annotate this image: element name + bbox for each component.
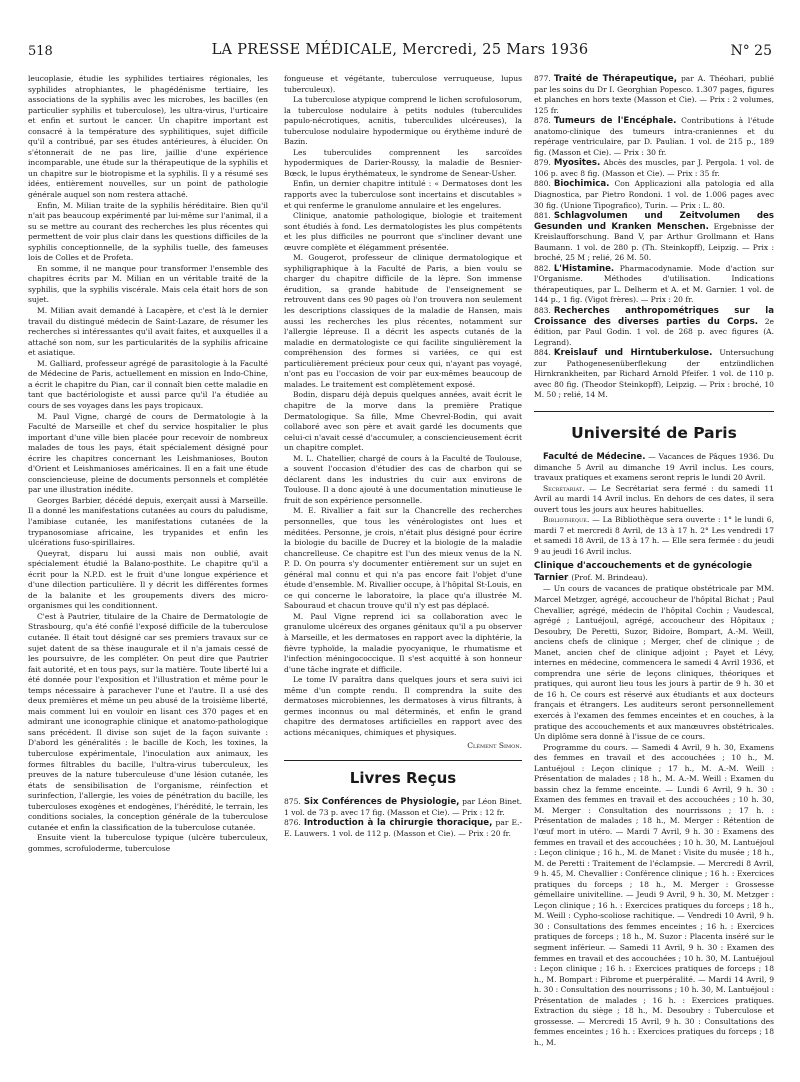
- livres-recus-heading: Livres Reçus: [349, 769, 457, 787]
- paragraph: Les tuberculides comprennent les sarcoïdes hypodermiques de Darier-Roussy, la maladie de Besnier-Bœck, le lupus érythémateux, le syndrome de Senear-Usher.: [284, 147, 522, 178]
- paragraph: — Un cours de vacances de pratique obstétricale par MM. Marcel Metzger, agrégé, accoucheur de l'hôpital Bichat ; Paul Chevallier, agrégé, médecin de l'hôpital Cochin ; Vaudescal, agrégé ; Lantuéjoul, agrégé, accoucheur des Hôpitaux ; Desoubry, De Peretti, Suzor, Bidoire, Bompart, A.-M. Weill, anciens chefs de clinique ; Merger, chef de clinique ; de Manet, ancien chef de clinique adjoint ; Payet et Lévy, internes en médecine, commencera le samedi 4 Avril 1936, et comprendra une série de leçons cliniques, théoriques et pratiques, qui auront lieu tous les jours à partir de 9 h. 30 et de 16 h. Ce cours est réservé aux étudiants et aux docteurs français et étrangers. Les auditeurs seront personnellement exercés à l'examen des femmes enceintes et en couches, à la pratique des accouchements et aux manœuvres obstétricales. Un diplôme sera donné à l'issue de ce cours.: [534, 584, 774, 742]
- paragraph: En somme, il ne manque pour transformer l'ensemble des chapitres écrits par M. Milian en un véritable traité de la syphilis, que la syphilis viscérale. Mais cela était hors de son sujet.: [28, 263, 268, 305]
- book-entry: 880. Biochimica. Con Applicazioni alla patologia ed alla Diagnostica, par Pietro Rondoni. 1 vol. de 1.006 pages avec 30 fig. (Unione Tipografico), Turin. — Prix : L. 80.: [534, 179, 774, 210]
- paragraph: Bodin, disparu déjà depuis quelques années, avait écrit le chapitre de la morve dans la première Pratique Dermatologique. Sa fille, Mme Chevrel-Bodin, qui avait collaboré avec son père et avait gardé les documents que celui-ci n'avait cessé d'accumuler, a consciencieusement écrit un chapitre complet.: [284, 390, 522, 453]
- paragraph: Bibliothèque. — La Bibliothèque sera ouverte : 1° le lundi 6, mardi 7 et mercredi 8 Avril, de 13 à 17 h. 2° Les vendredi 17 et samedi 18 Avril, de 13 à 17 h. — Elle sera fermée : du jeudi 9 au jeudi 16 Avril inclus.: [534, 515, 774, 556]
- paragraph: C'est à Pautrier, titulaire de la Chaire de Dermatologie de Strasbourg, qu'a été confié l'exposé difficile de la tuberculose cutanée. Il était tout désigné car ses premiers travaux sur ce sujet datent de sa thèse inaugurale et il n'a jamais cessé de les poursuivre, de les compléter. On peut dire que Pautrier fait autorité, et en tous pays, sur la matière. Toute liberté lui a été donnée pour l'exposition et l'illustration et même pour le temps nécessaire à parachever l'une et l'autre. Il a usé des deux premières et même un peu abusé de la troisième liberté, mais comment lui en vouloir en lisant ces 370 pages et en admirant une iconographie clinique et anatomo-pathologique sans précédent. Il divise son sujet de la façon suivante : D'abord les généralités : le bacille de Koch, les toxines, la tuberculose expérimentale, l'inoculation aux animaux, les formes filtrables du bacille, l'ultra-virus tuberculeux, les preuves de la nature tuberculeuse d'une lésion cutanée, les états de sensibilisation de l'organisme, réinfection et surinfection, l'allergie, les voies de pénétration du bacille, les tuberculoses exogènes et endogènes, l'hérédité, le terrain, les conditions sociales, la conception générale de la tuberculose cutanée et enfin la classification de la tuberculose cutanée.: [28, 611, 268, 832]
- book-entry: 876. Introduction à la chirurgie thoracique, par E.-E. Lauwers. 1 vol. de 112 p. (Masson et Cie). — Prix : 20 fr.: [284, 818, 522, 838]
- column-2: [284, 74, 522, 1064]
- paragraph: Programme du cours. — Samedi 4 Avril, 9 h. 30, Examens des femmes en travail et des accouchées ; 10 h., M. Lantuéjoul : Leçon clinique ; 17 h., M. A.-M. Weill : Présentation de malades ; 18 h., M. A.-M. Weill : Examen du bassin chez la femme enceinte. — Lundi 6 Avril, 9 h. 30 : Examen des femmes en travail et des accouchées ; 10 h. 30, M. Merger : Consultation des nourrissons ; 17 h. : Présentation de malades ; 18 h., M. Merger : Rétention de l'œuf mort in utéro. — Mardi 7 Avril, 9 h. 30 : Examens des femmes en travail et des accouchées ; 10 h. 30, M. Lantuéjoul : Leçon clinique ; 16 h., M. de Manet : Visite du musée ; 18 h., M. de Peretti : Traitement de l'éclampsie. — Mercredi 8 Avril, 9 h. 45, M. Chevallier : Conférence clinique ; 16 h. : Exercices pratiques du forceps ; 18 h., M. Merger : Grossesse gémellaire univitelline. — Jeudi 9 Avril, 9 h. 30, M. Metzger : Leçon clinique ; 16 h. : Exercices pratiques du forceps ; 18 h., M. Weill : Cypho-scoliose rachitique. — Vendredi 10 Avril, 9 h. 30 : Consultations des femmes enceintes ; 16 h. : Exercices pratiques de forceps ; 18 h., M. Suzor : Placenta inséré sur le segment inférieur. — Samedi 11 Avril, 9 h. 30 : Examen des femmes en travail et des accouchées ; 10 h. 30, M. Lantuéjoul : Leçon clinique ; 16 h. : Exercices pratiques de forceps ; 18 h., M. Bompart : Fibrome et puerpéralité. — Mardi 14 Avril, 9 h. 30 : Consultation des nourrissons ; 10 h. 30, M. Lantuéjoul : Présentation de malades ; 16 h. : Exercices pratiques. Extraction du siège ; 18 h., M. Desoubry : Tuberculose et grossesse. — Mercredi 15 Avril, 9 h. 30 : Consultations des femmes enceintes ; 16 h. : Exercices pratiques du forceps ; 18 h., M.: [534, 742, 774, 1047]
- paragraph: fongueuse et végétante, tuberculose verruqueuse, lupus tuberculeux).: [284, 74, 522, 94]
- paragraph: Georges Barbier, décédé depuis, exerçait aussi à Marseille. Il a donné les manifestations cutanées au cours du paludisme, l'amibiase cutanée, les manifestations cutanées de la trypanosomiase africaine, les trypanides et enfin les ulcérations fuso-spirillaires.: [28, 495, 268, 548]
- paragraph: M. Gougerot, professeur de clinique dermatologique et syphiligraphique à la Faculté de Paris, a bien voulu se charger du chapitre difficile de la lèpre. Son immense érudition, sa grande habitude de l'enseignement se retrouvent dans ces 90 pages où l'on trouvera non seulement les descriptions classiques de la maladie de Hansen, mais aussi les recherches les plus récentes, notamment sur l'allergie lépreuse. Il a décrit les aspects cutanés de la maladie en dermatologiste ce qui facilite singulièrement la compréhension des formes si variées, ce qui est particulièrement précieux pour ceux qui, n'ayant pas voyagé, n'ont pas eu l'occasion de voir par eux-mêmes beaucoup de malades. Le traitement est complètement exposé.: [284, 253, 522, 389]
- publication-title: LA PRESSE MÉDICALE, Mercredi, 25 Mars 1936: [211, 42, 589, 58]
- paragraph: Queyrat, disparu lui aussi mais non oublié, avait spécialement étudié la Balano-posthite. Le chapitre qu'il a écrit pour la N.P.D. est le fruit d'une longue expérience et d'une dilection particulière. Il y décrit les différentes formes de la balanite et les groupements divers des micro-organismes qui les conditionnent.: [28, 548, 268, 611]
- paragraph: M. L. Chatellier, chargé de cours à la Faculté de Toulouse, a souvent l'occasion d'étudier des cas de charbon qui se déclarent dans les industries du cuir aux environs de Toulouse. Il a donc ajouté à une documentation minutieuse le fruit de son expérience personnelle.: [284, 453, 522, 505]
- paragraph: La tuberculose atypique comprend le lichen scrofulosorum, la tuberculose nodulaire à petits nodules (tuberculides papulo-nécrotiques, acnitis, tuberculides ulcéreuses), la tuberculose nodulaire hypodermique ou érythème induré de Bazin.: [284, 95, 522, 147]
- book-entry: 884. Kreislauf und Hirntuberkulose. Untersuchung zur Pathogenesenüberflekung der entzündlichen Hirnkrankheiten, par Richard Arnold Pfeifer. 1 vol. de 110 p. avec 80 fig. (Theodor Steinkopff), Leipzig. — Prix : broché, 10 M. 50 ; relié, 14 M.: [534, 348, 774, 400]
- issue-number: N° 25: [730, 43, 772, 59]
- section-divider: [534, 411, 774, 412]
- book-entry: 883. Recherches anthropométriques sur la Croissance des diverses parties du Corps. 2e édition, par Paul Godin. 1 vol. de 268 p. avec figures (A. Legrand).: [534, 306, 774, 347]
- book-entry: 881. Schlagvolumen und Zeitvolumen des Gesunden und Kranken Menschen. Ergebnisse der Kreislaufforschung. Band V, par Arthur Grollmann et Hans Baumann. 1 vol. de 280 p. (Th. Steinkopff), Leipzig. — Prix : broché, 25 M ; relié, 26 M. 50.: [534, 211, 774, 263]
- paragraph: M. Paul Vigne, chargé de cours de Dermatologie à la Faculté de Marseille et chef du service hospitalier le plus important d'une ville bien placée pour recevoir de nombreux malades de tous les pays, était spécialement désigné pour écrire les chapitres concernant les Leishmanioses, Bouton d'Orient et Leishmanioses américaines. Il en a fait une étude consciencieuse, pleine de documents personnels et complétée par une illustration inédite.: [28, 411, 268, 495]
- paragraph: Ensuite vient la tuberculose typique (ulcère tuberculeux, gommes, scrofuloderme, tuberculose: [28, 833, 268, 853]
- article-signature: Clément Simon.: [467, 741, 522, 751]
- paragraph: Enfin, M. Milian traite de la syphilis héréditaire. Bien qu'il n'ait pas beaucoup expérimenté par lui-même sur l'animal, il a su se mettre au courant des recherches les plus récentes qui permettent de voir plus clair dans les questions difficiles de la syphilis conceptionnelle, de la syphilis tuelle, des fameuses lois de Colles et de Profeta.: [28, 200, 268, 263]
- column-3: [534, 74, 774, 1064]
- paragraph: Le tome IV paraîtra dans quelques jours et sera suivi ici même d'un compte rendu. Il comprendra la suite des dermatoses microbiennes, les dermatoses à virus filtrants, à germes inconnus ou mal déterminés, et enfin le grand chapitre des dermatoses artificielles en rapport avec des actions mécaniques, chimiques et physiques.: [284, 675, 522, 737]
- universite-heading: Université de Paris: [571, 423, 737, 442]
- book-entry: 879. Myosites. Abcès des muscles, par J. Pergola. 1 vol. de 106 p. avec 8 fig. (Masson et Cie). — Prix : 35 fr.: [534, 158, 774, 178]
- column-1: [28, 74, 268, 1064]
- paragraph: leucoplasie, étudie les syphilides tertiaires régionales, les syphilides atrophiantes, le phagédénisme tertiaire, les associations de la syphilis avec les microbes, les bacilles (en particulier syphilis et tuberculose), les ultra-virus, l'urticaire et enfin et surtout le cancer. Un chapitre important est consacré à la température des syphilitiques, sujet difficile qu'il a contribué, par ses études antérieures, à élucider. On s'étonnerait de ne pas lire, jaillie d'une expérience incomparable, une étude sur la thérapeutique de la syphilis et un chapitre sur le biotropisme et la syphilis. Il y a résumé ses idées, entièrement nouvelles, sur un point de pathologie générale auquel son nom restera attaché.: [28, 74, 268, 200]
- paragraph: M. Galliard, professeur agrégé de parasitologie à la Faculté de Médecine de Paris, actuellement en mission en Indo-Chine, a écrit le chapitre du Pian, car il connaît bien cette maladie en tant que bactériologiste et aussi parce qu'il l'a étudiée au cours de ses voyages dans les pays tropicaux.: [28, 358, 268, 410]
- paragraph: M. Paul Vigne reprend ici sa collaboration avec le granulome ulcéreux des organes génitaux qu'il a pu observer à Marseille, et les dermatoses en rapport avec la diphtérie, la fièvre typhoïde, la maladie pyocyanique, le rhumatisme et l'infection méningococcique. Il s'est acquitté à son honneur d'une tâche ingrate et difficile.: [284, 611, 522, 674]
- paragraph: M. E. Rivallier a fait sur la Chancrelle des recherches personnelles, que tous les vénérologistes ont lues et méditées. Personne, je crois, n'était plus désigné pour écrire la biologie du bacille de Ducrey et la biologie de la maladie chancrelleuse. Ce chapitre est l'un des mieux venus de la N. P. D. On pourra s'y documenter entièrement sur un sujet en général mal connu et qui n'a pas encore fait l'objet d'une étude d'ensemble. M. Rivallier occupe, à l'hôpital St-Louis, en ce qui concerne le laboratoire, la place qu'a illustrée M. Sabouraud et chacun trouve qu'il n'y est pas déplacé.: [284, 506, 522, 611]
- paragraph: Enfin, un dernier chapitre intitulé : « Dermatoses dont les rapports avec la tuberculose sont incertains et discutables » et qui renferme le granulome annulaire et les engelures.: [284, 179, 522, 210]
- page-header: [28, 40, 772, 66]
- book-entry: 877. Traité de Thérapeutique, par A. Théohari, publié par les soins du Dr I. Georghian Popesco. 1.307 pages, figures et planches en hors texte (Masson et Cie). — Prix : 2 volumes, 125 fr.: [534, 74, 774, 115]
- book-entry: 882. L'Histamine. Pharmacodynamie. Mode d'action sur l'Organisme. Méthodes d'utilisation. Indications thérapeutiques, par L. Delherm et A. et M. Garnier. 1 vol. de 144 p., 1 fig. (Vigot frères). — Prix : 20 fr.: [534, 263, 774, 305]
- section-divider: [284, 760, 522, 761]
- paragraph: Clinique, anatomie pathologique, biologie et traitement sont étudiés à fond. Les dermatologistes les plus compétents et les plus difficiles ne pourront que s'incliner devant une œuvre complète et élégamment présentée.: [284, 211, 522, 252]
- paragraph: Faculté de Médecine. — Vacances de Pâques 1936. Du dimanche 5 Avril au dimanche 19 Avril inclus. Les cours, travaux pratiques et examens seront repris le lundi 20 Avril.: [534, 451, 774, 483]
- book-entry: 875. Six Conférences de Physiologie, par Léon Binet. 1 vol. de 73 p. avec 17 fig. (Masson et Cie). — Prix : 12 fr.: [284, 797, 522, 817]
- paragraph: Secrétariat. — Le Secrétariat sera fermé : du samedi 11 Avril au mardi 14 Avril inclus. En dehors de ces dates, il sera ouvert tous les jours aux heures habituelles.: [534, 483, 774, 514]
- clinique-heading: Clinique d'accouchements et de gynécologie Tarnier (Prof. M. Brindeau).: [534, 561, 753, 584]
- paragraph: M. Milian avait demandé à Lacapère, et c'est là le dernier travail du distingué médecin de Saint-Lazare, de résumer les recherches si intéressantes qu'il avait faites, et auxquelles il a attaché son nom, sur les particularités de la syphilis africaine et asiatique.: [28, 306, 268, 358]
- book-entry: 878. Tumeurs de l'Encéphale. Contributions à l'étude anatomo-clinique des tumeurs intra-craniennes et du repérage ventriculaire, par D. Paulian. 1 vol. de 215 p., 189 fig. (Masson et Cie). — Prix : 30 fr.: [534, 116, 774, 157]
- page-number: 518: [28, 44, 53, 59]
